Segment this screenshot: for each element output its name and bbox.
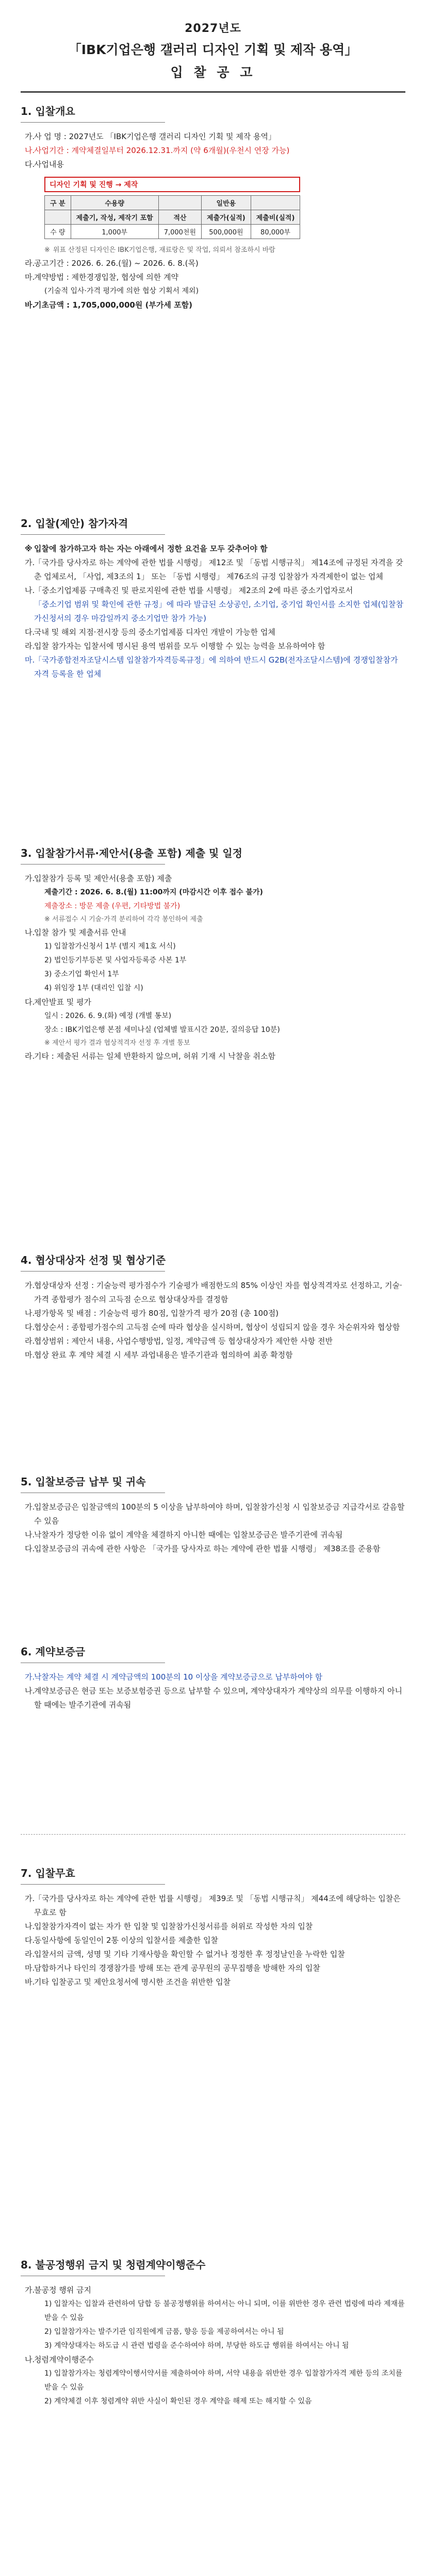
- paragraph-text: 낙찰자가 정당한 이유 없이 계약을 체결하지 아니한 때에는 입찰보증금은 발주기관에 귀속됨: [34, 1530, 343, 1539]
- section-title-underline: [21, 122, 165, 123]
- paragraph-text: 입찰에 참가하고자 하는 자는 아래에서 정한 요건을 모두 갖추어야 함: [34, 544, 268, 553]
- note-marker: ※: [44, 246, 50, 254]
- paragraph-marker: 라.: [25, 1950, 35, 1959]
- paragraph-marker: 나.: [25, 928, 35, 937]
- paragraph-marker: 가.: [25, 2285, 35, 2295]
- section-4: [21, 1252, 405, 1362]
- table-header-cell: [158, 196, 201, 210]
- paragraph-text: 계약방법 : 제한경쟁입찰, 협상에 의한 계약: [34, 273, 178, 282]
- paragraph-text: 제출장소 : 방문 제출 (우편, 기타방법 불가): [44, 902, 181, 910]
- section-6: [21, 1643, 405, 1712]
- table-cell: 1,000부: [71, 225, 158, 239]
- section-paragraph: [21, 1934, 405, 1947]
- section-paragraph: [21, 653, 405, 681]
- notice-title: 입 찰 공 고: [170, 65, 256, 80]
- paragraph-text: 3) 계약상대자는 하도급 시 관련 법령을 준수하여야 하며, 부당한 하도급 행위를 하여서는 아니 됨: [44, 2342, 349, 2350]
- section-paragraph: [21, 968, 405, 981]
- paragraph-marker: 나.: [25, 1922, 35, 1931]
- section-paragraph: [21, 1049, 405, 1063]
- paragraph-text: 「국가를 당사자로 하는 계약에 관한 법률 시행령」 제12조 및 「동법 시행규칙」 제14조에 규정된 자격을 갖춘 업체로서, 「사업, 제3조의 1」 또는 「동법 시행령」 제76조의 규정 입찰참가 자격제한이 없는 업체: [34, 558, 403, 581]
- section-paragraph: [21, 1023, 405, 1037]
- paragraph-text: 입찰 참가 및 제출서류 안내: [34, 928, 126, 937]
- paragraph-marker: 나.: [25, 586, 35, 595]
- paragraph-text: 사업기간 : 계약체결일부터 2026.12.31.까지 (약 6개월)(우천시 연장 가능): [34, 146, 290, 155]
- paragraph-text: 1) 입찰참가신청서 1부 (별지 제1호 서식): [44, 942, 176, 951]
- section-paragraph: [21, 900, 405, 913]
- paragraph-text: 평가항목 및 배점 : 기술능력 평가 80점, 입찰가격 평가 20점 (총 100점): [34, 1309, 279, 1318]
- table-cell: 수 량: [45, 225, 71, 239]
- section-paragraph: [21, 1947, 405, 1961]
- paragraph-text: 장소 : IBK기업은행 본점 세미나실 (업체별 발표시간 20분, 질의응답 10분): [44, 1026, 280, 1034]
- paragraph-marker: 라.: [25, 1336, 35, 1346]
- section-title-underline: [21, 1271, 165, 1272]
- section-paragraph: [21, 1542, 405, 1556]
- section-paragraph: [21, 1528, 405, 1542]
- section-paragraph: [21, 1009, 405, 1023]
- paragraph-text: 4) 위임장 1부 (대리인 입찰 시): [44, 984, 143, 992]
- paragraph-text: 기초금액 : 1,705,000,000원 (부가세 포함): [34, 300, 192, 310]
- section-paragraph: [21, 1320, 405, 1334]
- paragraph-marker: 나.: [25, 1686, 35, 1696]
- table-caption: 디자인 기획 및 진행 → 제작: [44, 177, 300, 192]
- section-separator: [21, 1834, 405, 1835]
- section-paragraph: [21, 1670, 405, 1684]
- notice-subject: 「IBK기업은행 갤러리 디자인 기획 및 제작 용역」: [68, 42, 358, 57]
- section-paragraph: [21, 940, 405, 954]
- table-header-cell: 수용량: [71, 196, 158, 210]
- paragraph-marker: 가.: [25, 1281, 35, 1290]
- paragraph-marker: 마.: [25, 1350, 35, 1360]
- paragraph-text: 협상순서 : 종합평가점수의 고득점 순에 따라 협상을 실시하며, 협상이 성립되지 않을 경우 차순위자와 협상함: [34, 1323, 400, 1332]
- paragraph-text: 청렴계약이행준수: [34, 2355, 94, 2364]
- section-paragraph: [21, 1920, 405, 1934]
- paragraph-text: 기타 : 제출된 서류는 일체 반환하지 않으며, 허위 기재 시 낙찰을 취소함: [34, 1052, 275, 1061]
- budget-table: [44, 177, 300, 239]
- paragraph-text: 2) 입찰참가자는 발주기관 임직원에게 금품, 향응 등을 제공하여서는 아니 됨: [44, 2328, 284, 2336]
- table-cell: 80,000부: [251, 225, 300, 239]
- section-paragraph: [21, 158, 405, 172]
- paragraph-text: (기술적 입사·가격 평가에 의한 협상 기획서 제외): [44, 287, 199, 295]
- paragraph-text: 3) 중소기업 확인서 1부: [44, 970, 119, 978]
- section-paragraph: [21, 298, 405, 312]
- section-7: [21, 1865, 405, 1989]
- section-title: 1. 입찰개요: [21, 105, 75, 117]
- paragraph-marker: 가.: [25, 1672, 35, 1682]
- section-paragraph: [21, 284, 405, 298]
- section-title-underline: [21, 534, 165, 535]
- section-paragraph: [21, 1334, 405, 1348]
- paragraph-text: 국내 및 해외 지점·전시장 등의 중소기업제품 디자인 개발이 가능한 업체: [34, 628, 275, 637]
- paragraph-text: 공고기간 : 2026. 6. 26.(월) ~ 2026. 6. 8.(목): [34, 259, 199, 268]
- section-title: 3. 입찰참가서류·제안서(용출 포함) 제출 및 일정: [21, 847, 242, 859]
- paragraph-text: 입찰서의 금액, 성명 및 기타 기재사항을 확인할 수 없거나 정정한 후 정정날인을 누락한 입찰: [34, 1950, 345, 1959]
- section-paragraph: [21, 1279, 405, 1307]
- paragraph-text: 「국가종합전자조달시스템 입찰참가자격등록규정」에 의하여 반드시 G2B(전자조달시스템)에 경쟁입찰참가자격 등록을 한 업체: [34, 655, 398, 679]
- section-paragraph: [21, 542, 405, 556]
- paragraph-marker: 바.: [25, 300, 36, 310]
- paragraph-text: 입찰참가 등록 및 제안서(용출 포함) 제출: [34, 874, 172, 883]
- paragraph-marker: 다.: [25, 1936, 35, 1945]
- table-header-cell: 일반용: [202, 196, 251, 210]
- paragraph-text: 입찰보증금은 입찰금액의 100분의 5 이상을 납부하여야 하며, 입찰참가신청 시 입찰보증금 지급각서로 갈음할 수 있음: [34, 1502, 405, 1526]
- paragraph-marker: 다.: [25, 1323, 35, 1332]
- paragraph-text: 일시 : 2026. 6. 9.(화) 예정 (개별 통보): [44, 1012, 172, 1020]
- header-divider: [21, 91, 405, 93]
- paragraph-text: 입찰참가자격이 없는 자가 한 입찰 및 입찰참가신청서류를 허위로 작성한 자의 입찰: [34, 1922, 313, 1931]
- paragraph-text: 동일사항에 동일인이 2통 이상의 입찰서를 제출한 입찰: [34, 1936, 218, 1945]
- paragraph-text: 사업내용: [34, 160, 64, 169]
- section-paragraph: [21, 584, 405, 598]
- paragraph-text: 「중소기업 범위 및 확인에 관한 규정」에 따라 발급된 소상공인, 소기업, 중기업 확인서를 소지한 업체(입찰참가신청서의 경우 마감일까지 중소기업만 참가 가능): [34, 600, 403, 623]
- section-paragraph: [21, 872, 405, 886]
- section-paragraph: [21, 639, 405, 653]
- paragraph-marker: 가.: [25, 874, 35, 883]
- paragraph-text: 입찰보증금의 귀속에 관한 사항은 「국가를 당사자로 하는 계약에 관한 법률 시행령」 제38조를 준용함: [34, 1544, 381, 1553]
- paragraph-marker: 가.: [25, 558, 35, 567]
- section-paragraph: [21, 1307, 405, 1320]
- table-row: [45, 225, 300, 239]
- notice-header: [0, 0, 426, 93]
- paragraph-marker: 다.: [25, 1544, 35, 1553]
- paragraph-text: 「국가를 당사자로 하는 계약에 관한 법률 시행령」 제39조 및 「동법 시행규칙」 제44조에 해당하는 입찰은 무효로 함: [34, 1894, 401, 1917]
- table-header-cell: 구 분: [45, 196, 71, 210]
- paragraph-marker: 라.: [25, 641, 35, 651]
- paragraph-marker: 마.: [25, 655, 35, 665]
- paragraph-text: 1) 입찰참가자는 청렴계약이행서약서를 제출하여야 하며, 서약 내용을 위반한 경우 입찰참가자격 제한 등의 조치를 받을 수 있음: [44, 2369, 403, 2392]
- section-title-underline: [21, 1884, 165, 1885]
- section-title: 8. 불공정행위 금지 및 청렴계약이행준수: [21, 2259, 206, 2271]
- paragraph-marker: 다.: [25, 160, 35, 169]
- section-title: 7. 입찰무효: [21, 1867, 75, 1879]
- table-cell: 7,000천원: [158, 225, 201, 239]
- section-paragraph: [21, 1975, 405, 1989]
- paragraph-text: 기타 입찰공고 및 제안요청서에 명시한 조건을 위반한 입찰: [34, 1977, 231, 1987]
- section-paragraph: [21, 2283, 405, 2297]
- paragraph-text: 협상대상자 선정 : 기술능력 평가점수가 기술평가 배점한도의 85% 이상인 자를 협상적격자로 선정하고, 기술·가격 종합평가 점수의 고득점 순으로 협상대상자를 결정함: [34, 1281, 402, 1304]
- paragraph-marker: 나.: [25, 1309, 35, 1318]
- section-paragraph: [21, 913, 405, 926]
- paragraph-marker: 바.: [25, 1977, 35, 1987]
- paragraph-marker: 다.: [25, 997, 35, 1007]
- paragraph-text: 협상 완료 후 계약 체결 시 세부 과업내용은 발주기관과 협의하여 최종 확정함: [34, 1350, 293, 1360]
- section-paragraph: [21, 257, 405, 270]
- section-paragraph: [21, 981, 405, 995]
- section-title: 5. 입찰보증금 납부 및 귀속: [21, 1476, 146, 1488]
- section-paragraph: [21, 1892, 405, 1920]
- section-2: [21, 515, 405, 681]
- paragraph-text: 사 업 명 : 2027년도 「IBK기업은행 갤러리 디자인 기획 및 제작 용역」: [34, 132, 276, 141]
- paragraph-text: 2) 법인등기부등본 및 사업자등록증 사본 1부: [44, 956, 187, 964]
- section-paragraph: [21, 270, 405, 284]
- table-subheader-cell: [45, 210, 71, 225]
- paragraph-marker: 라.: [25, 1052, 35, 1061]
- section-paragraph: [21, 2339, 405, 2353]
- section-paragraph: [21, 2395, 405, 2409]
- paragraph-text: 1) 입찰자는 입찰과 관련하여 담합 등 불공정행위를 하여서는 아니 되며, 이를 위반한 경우 관련 법령에 따라 제재를 받을 수 있음: [44, 2300, 405, 2322]
- section-paragraph: [21, 130, 405, 144]
- paragraph-marker: ※: [25, 544, 32, 553]
- paragraph-text: 제출기간 : 2026. 6. 8.(월) 11:00까지 (마감시간 이후 접수 불가): [44, 888, 263, 896]
- paragraph-marker: 마.: [25, 273, 35, 282]
- section-8: [21, 2257, 405, 2409]
- section-paragraph: [21, 144, 405, 158]
- section-paragraph: [21, 625, 405, 639]
- section-paragraph: [21, 954, 405, 968]
- section-paragraph: [21, 926, 405, 940]
- paragraph-text: ※ 제안서 평가 결과 협상적격자 선정 후 개별 통보: [44, 1039, 190, 1047]
- table-cell: 500,000원: [202, 225, 251, 239]
- paragraph-text: 담합하거나 타인의 경쟁참가를 방해 또는 관계 공무원의 공무집행을 방해한 자의 입찰: [34, 1963, 320, 1973]
- section-paragraph: [21, 2325, 405, 2339]
- section-paragraph: [21, 1684, 405, 1712]
- paragraph-text: 2) 계약체결 이후 청렴계약 위반 사실이 확인된 경우 계약을 해제 또는 해지할 수 있음: [44, 2397, 312, 2405]
- paragraph-text: 「중소기업제품 구매촉진 및 판로지원에 관한 법률 시행령」 제2조의 2에 따른 중소기업자로서: [34, 586, 353, 595]
- paragraph-marker: 나.: [25, 2355, 35, 2364]
- paragraph-marker: 가.: [25, 132, 35, 141]
- section-paragraph: [21, 244, 405, 257]
- paragraph-text: ※ 서류접수 시 기술·가격 분리하여 각각 봉인하여 제출: [44, 916, 203, 923]
- paragraph-text: 불공정 행위 금지: [34, 2285, 91, 2295]
- section-paragraph: [21, 1961, 405, 1975]
- section-title: 2. 입찰(제안) 참가자격: [21, 517, 128, 530]
- section-title: 6. 계약보증금: [21, 1646, 86, 1658]
- table-header-cell: [251, 196, 300, 210]
- paragraph-text: 제안발표 및 평가: [34, 997, 91, 1007]
- paragraph-marker: 라.: [25, 259, 35, 268]
- section-1: [21, 103, 405, 312]
- paragraph-marker: 마.: [25, 1963, 35, 1973]
- table-subheader-cell: 적산: [158, 210, 201, 225]
- paragraph-marker: 다.: [25, 628, 35, 637]
- paragraph-text: 낙찰자는 계약 체결 시 계약금액의 100분의 10 이상을 계약보증금으로 납부하여야 함: [34, 1672, 323, 1682]
- section-title-underline: [21, 864, 165, 865]
- paragraph-marker: 나.: [25, 146, 35, 155]
- paragraph-marker: 가.: [25, 1894, 35, 1903]
- paragraph-marker: 나.: [25, 1530, 35, 1539]
- paragraph-text: 위표 산정된 디자인은 IBK기업은행, 재료랑은 및 작업, 의뢰서 참조하시 바람: [53, 246, 275, 254]
- paragraph-text: 계약보증금은 현금 또는 보증보험증권 등으로 납부할 수 있으며, 계약상대자가 계약상의 의무를 이행하지 아니할 때에는 발주기관에 귀속됨: [34, 1686, 403, 1709]
- section-paragraph: [21, 2297, 405, 2325]
- section-paragraph: [21, 2353, 405, 2367]
- section-paragraph: [21, 598, 405, 625]
- section-paragraph: [21, 1500, 405, 1528]
- section-3: [21, 845, 405, 1063]
- paragraph-text: 입찰 참가자는 입찰서에 명시된 용역 범위를 모두 이행할 수 있는 능력을 보유하여야 함: [34, 641, 325, 651]
- section-paragraph: [21, 1348, 405, 1362]
- table-subheader-cell: 제출비(실적): [251, 210, 300, 225]
- notice-year: 2027년도: [185, 22, 241, 35]
- paragraph-marker: 가.: [25, 1502, 35, 1512]
- section-paragraph: [21, 1037, 405, 1049]
- paragraph-text: 협상범위 : 제안서 내용, 사업수행방법, 일정, 계약금액 등 협상대상자가 제안한 사항 전반: [34, 1336, 333, 1346]
- section-paragraph: [21, 2367, 405, 2395]
- section-title: 4. 협상대상자 선정 및 협상기준: [21, 1254, 166, 1266]
- table-subheader-cell: 제출가(실적): [202, 210, 251, 225]
- section-paragraph: [21, 556, 405, 584]
- table-subheader-cell: 제출기, 작성, 제작기 포함: [71, 210, 158, 225]
- section-5: [21, 1473, 405, 1556]
- section-paragraph: [21, 886, 405, 900]
- section-paragraph: [21, 995, 405, 1009]
